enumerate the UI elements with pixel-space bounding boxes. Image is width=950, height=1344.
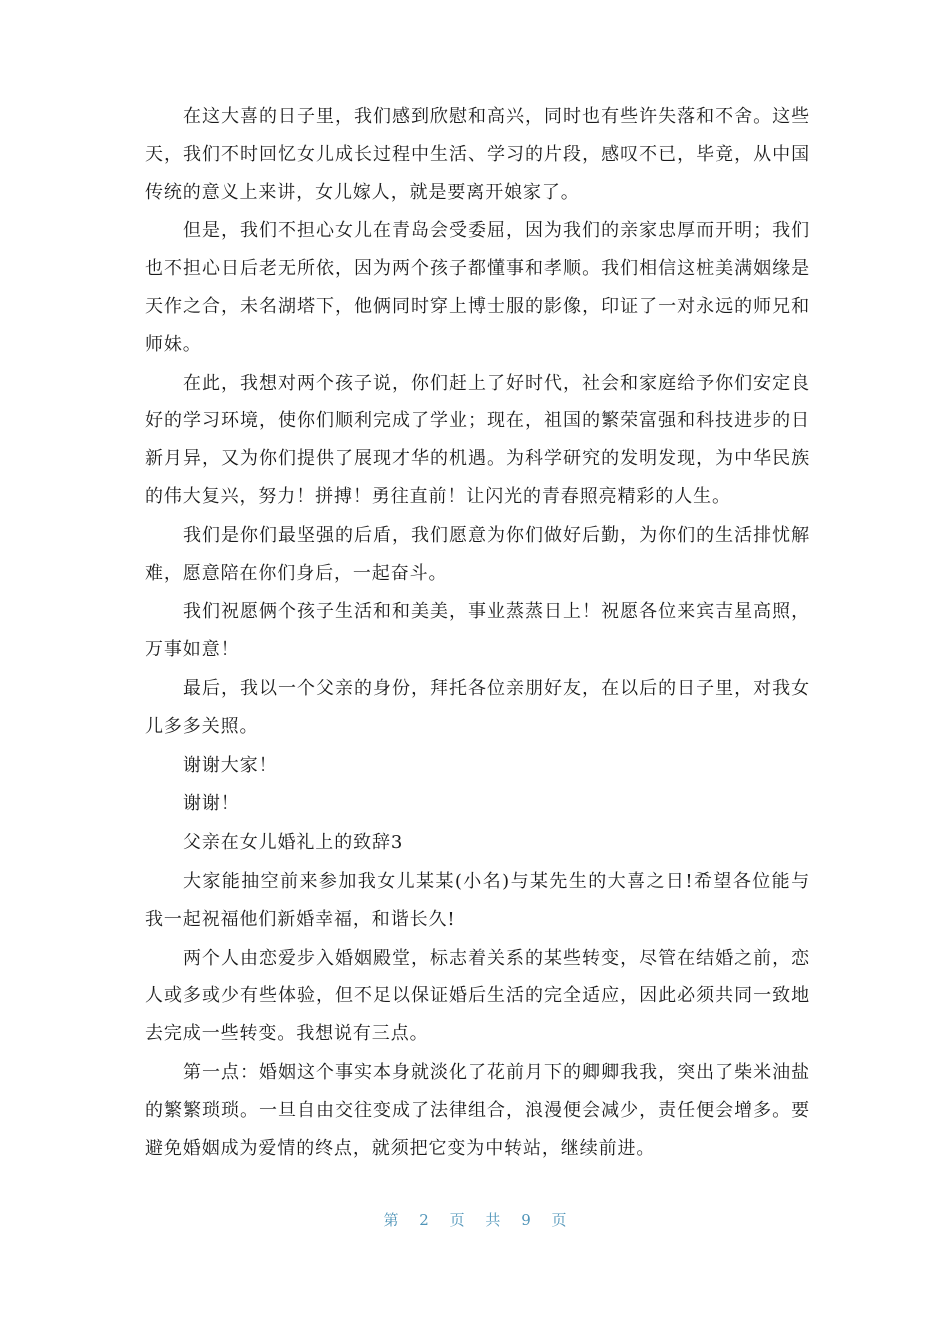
footer-gong: 共: [485, 1211, 501, 1229]
paragraph-3: 在此，我想对两个孩子说，你们赶上了好时代，社会和家庭给予你们安定良好的学习环境，使你们顺利完成了学业；现在，祖国的繁荣富强和科技进步的日新月异，又为你们提供了展现才华的机遇。为科学研究的发明发现，为中华民族的伟大复兴，努力！拼搏！勇往直前！让闪光的青春照亮精彩的人生。: [145, 372, 810, 507]
section-heading: 父亲在女儿婚礼上的致辞3: [183, 832, 404, 854]
footer-ye-end: 页: [551, 1211, 567, 1229]
footer-ye: 页: [449, 1211, 465, 1229]
document-body: [145, 98, 810, 1168]
paragraph-4: 我们是你们最坚强的后盾，我们愿意为你们做好后勤，为你们的生活排忧解难，愿意陪在你们身后，一起奋斗。: [145, 524, 810, 584]
paragraph-7: 谢谢大家！: [183, 754, 278, 776]
paragraph-11: 第一点：婚姻这个事实本身就淡化了花前月下的卿卿我我，突出了柴米油盐的繁繁琐琐。一旦自由交往变成了法律组合，浪漫便会减少，责任便会增多。要避免婚姻成为爱情的终点，就须把它变为中转站，继续前进。: [145, 1061, 810, 1159]
footer-page-number: 2: [419, 1211, 429, 1229]
page-footer: [0, 1209, 950, 1230]
paragraph-8: 谢谢！: [183, 793, 240, 815]
paragraph-1: 在这大喜的日子里，我们感到欣慰和高兴，同时也有些许失落和不舍。这些天，我们不时回忆女儿成长过程中生活、学习的片段，感叹不已，毕竟，从中国传统的意义上来讲，女儿嫁人，就是要离开娘家了。: [145, 106, 810, 203]
paragraph-6: 最后，我以一个父亲的身份，拜托各位亲朋好友，在以后的日子里，对我女儿多多关照。: [145, 677, 810, 737]
paragraph-10: 两个人由恋爱步入婚姻殿堂，标志着关系的某些转变，尽管在结婚之前，恋人或多或少有些体验，但不足以保证婚后生活的完全适应，因此必须共同一致地去完成一些转变。我想说有三点。: [145, 947, 810, 1045]
paragraph-5: 我们祝愿俩个孩子生活和和美美，事业蒸蒸日上！祝愿各位来宾吉星高照，万事如意！: [145, 601, 810, 661]
footer-total-pages: 9: [521, 1211, 531, 1229]
paragraph-2: 但是，我们不担心女儿在青岛会受委屈，因为我们的亲家忠厚而开明；我们也不担心日后老无所依，因为两个孩子都懂事和孝顺。我们相信这桩美满姻缘是天作之合，未名湖塔下，他俩同时穿上博士服的影像，印证了一对永远的师兄和师妹。: [145, 220, 810, 355]
footer-di: 第: [383, 1211, 399, 1229]
paragraph-9: 大家能抽空前来参加我女儿某某(小名)与某先生的大喜之日!希望各位能与我一起祝福他们新婚幸福，和谐长久!: [145, 870, 810, 930]
